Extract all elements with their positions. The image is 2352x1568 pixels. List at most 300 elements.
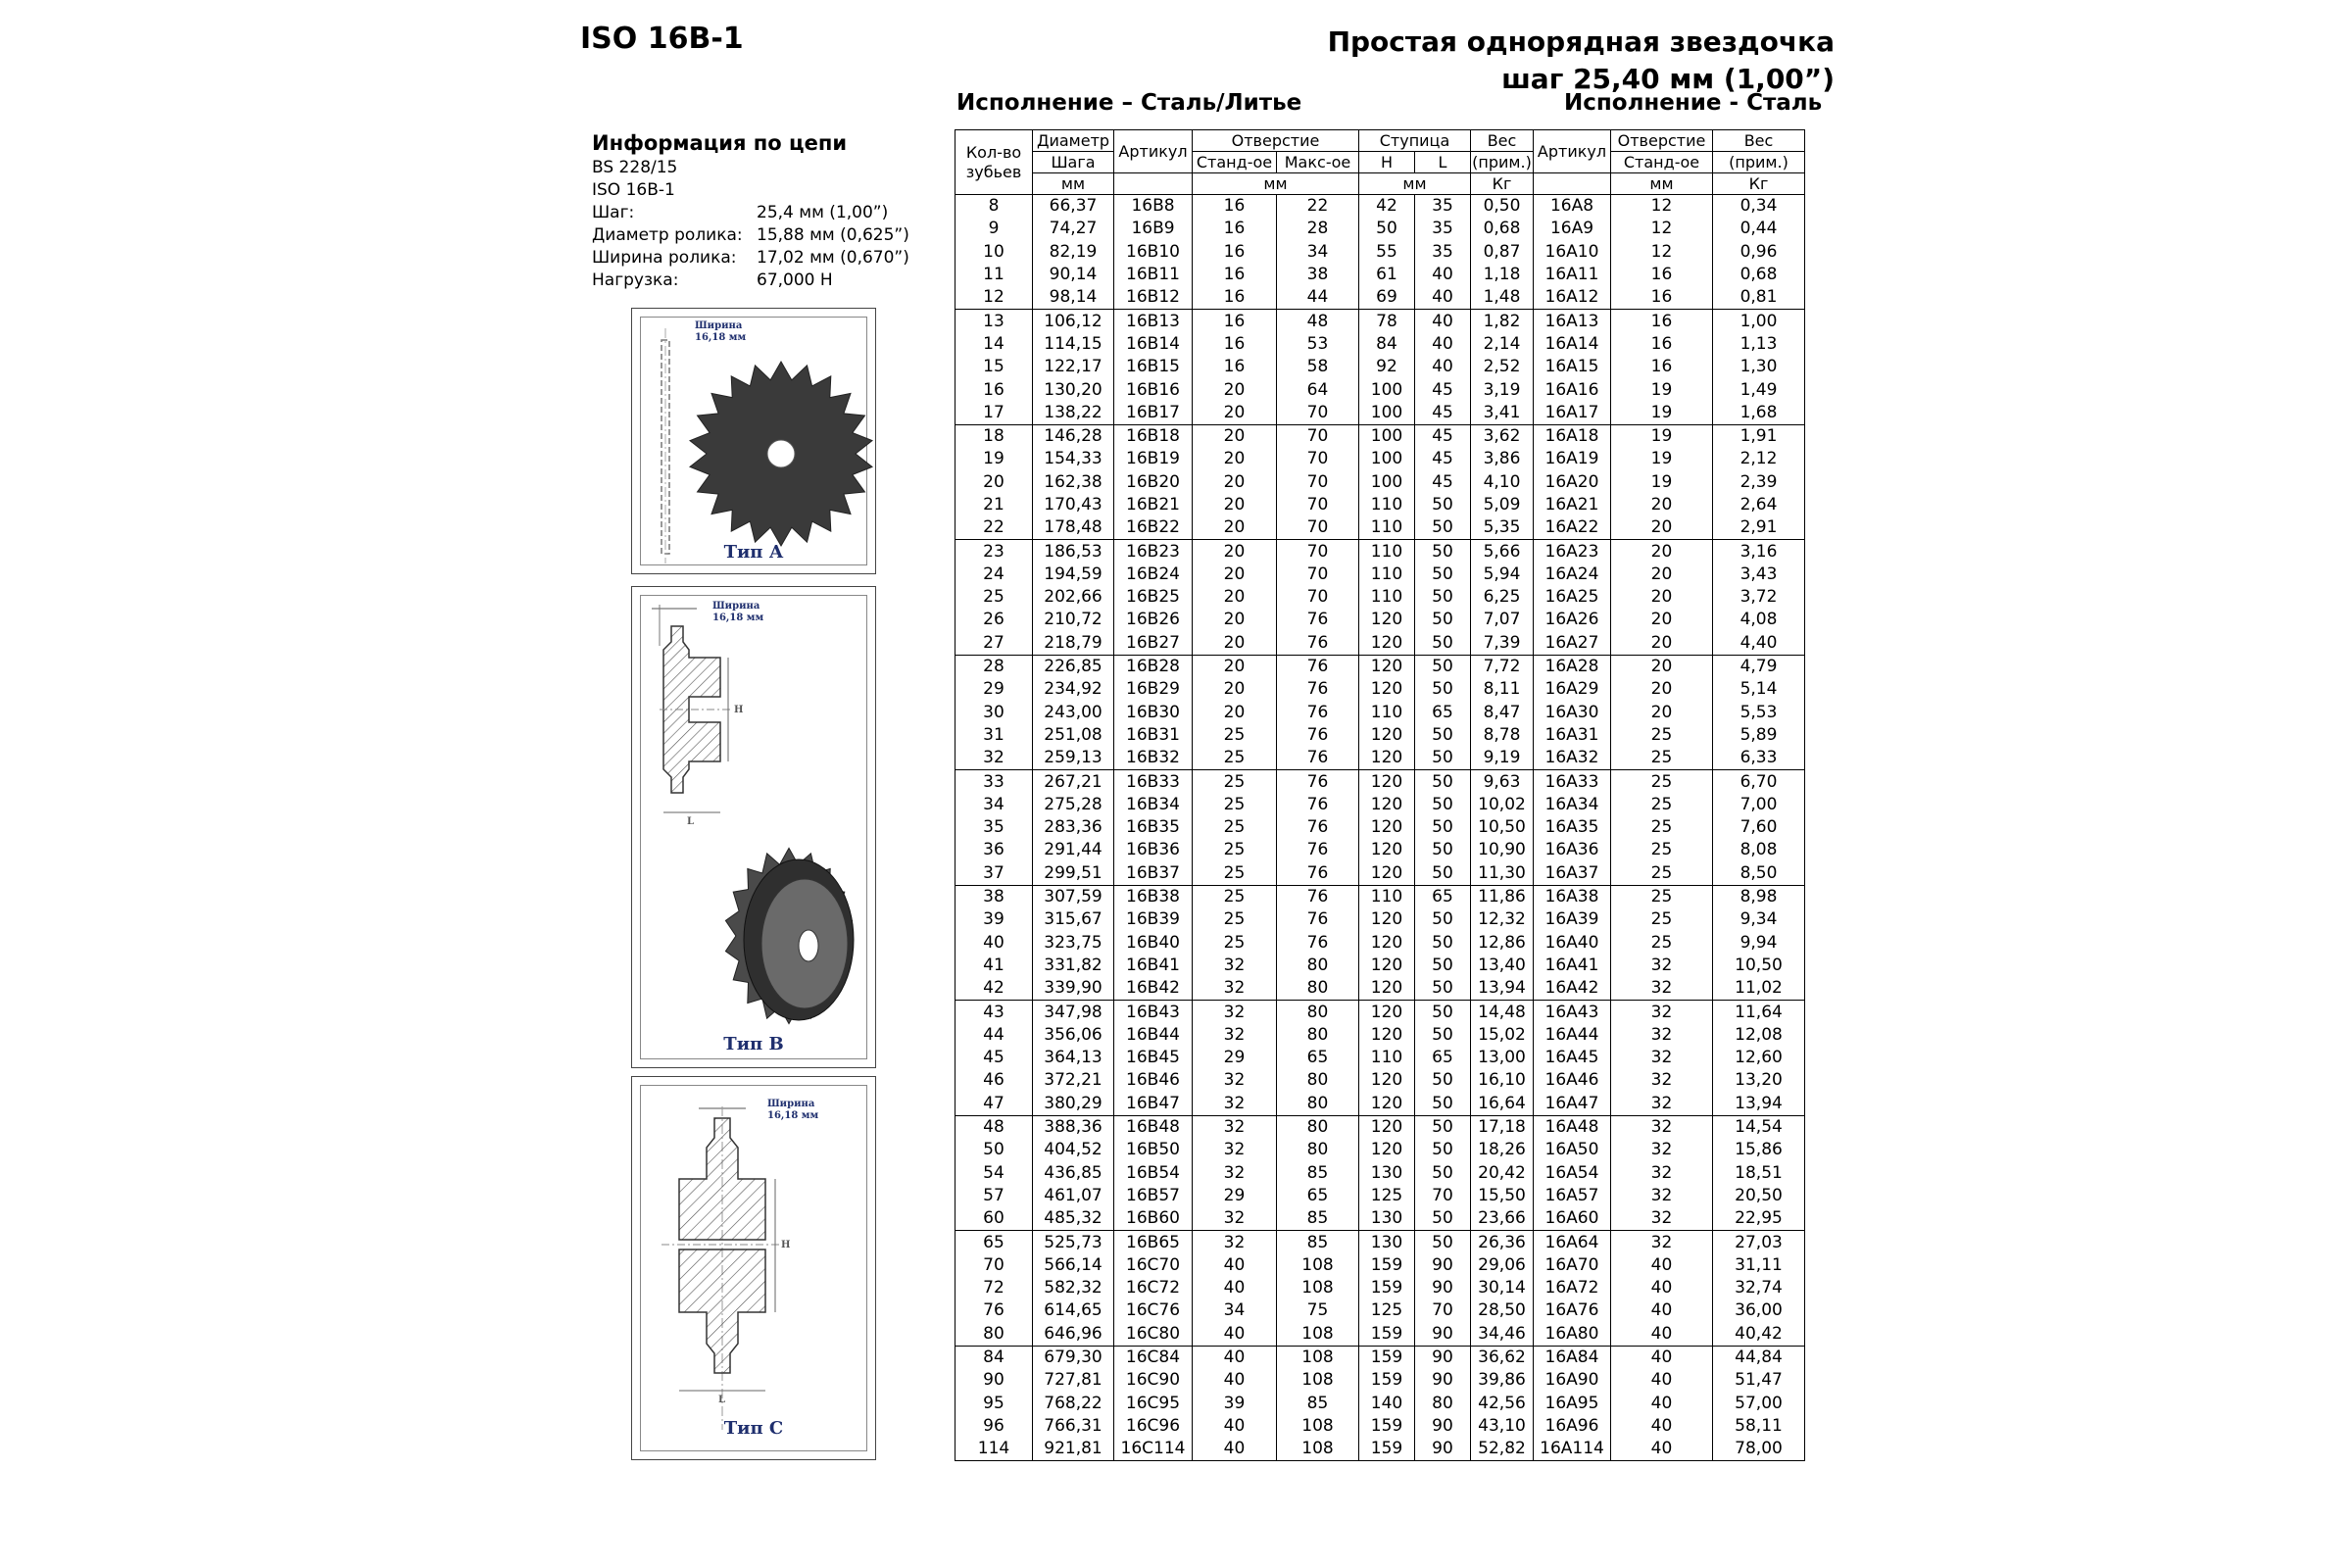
cell-bore-standard: 16 — [1193, 264, 1277, 286]
cell-hub-l: 40 — [1415, 264, 1471, 286]
sprocket-spec-table — [955, 129, 1805, 1461]
cell-bore-standard: 20 — [1193, 655, 1277, 678]
figure-caption-type-a: Тип А — [723, 542, 784, 563]
cell-teeth: 11 — [956, 264, 1033, 286]
cell-bore-max: 38 — [1277, 264, 1359, 286]
cell-weight-steel: 6,70 — [1713, 770, 1805, 794]
cell-weight-steel: 51,47 — [1713, 1369, 1805, 1392]
cell-weight: 5,94 — [1471, 564, 1534, 586]
cell-teeth: 95 — [956, 1392, 1033, 1414]
cell-hub-h: 159 — [1359, 1438, 1415, 1461]
spec-key: Диаметр ролика: — [592, 225, 743, 245]
cell-weight-steel: 32,74 — [1713, 1277, 1805, 1299]
cell-pitch-diameter: 170,43 — [1033, 494, 1114, 516]
cell-pitch-diameter: 114,15 — [1033, 333, 1114, 356]
cell-bore-steel: 16 — [1611, 286, 1713, 310]
cell-teeth: 20 — [956, 471, 1033, 494]
unit-diameter: мм — [1033, 173, 1114, 195]
cell-article-steel: 16A80 — [1534, 1323, 1611, 1347]
cell-weight: 10,02 — [1471, 794, 1534, 816]
cell-article-steel: 16A25 — [1534, 586, 1611, 609]
cell-hub-l: 50 — [1415, 955, 1471, 977]
cell-article-steel: 16A50 — [1534, 1139, 1611, 1161]
cell-article: 16B17 — [1114, 402, 1193, 425]
cell-article-steel: 16A76 — [1534, 1299, 1611, 1322]
cell-teeth: 36 — [956, 839, 1033, 861]
cell-article: 16B33 — [1114, 770, 1193, 794]
cell-bore-steel: 40 — [1611, 1323, 1713, 1347]
cell-hub-h: 110 — [1359, 540, 1415, 564]
cell-bore-max: 70 — [1277, 448, 1359, 470]
cell-hub-l: 70 — [1415, 1185, 1471, 1207]
cell-article-steel: 16A28 — [1534, 655, 1611, 678]
cell-teeth: 12 — [956, 286, 1033, 310]
cell-bore-standard: 25 — [1193, 932, 1277, 955]
cell-article-steel: 16A17 — [1534, 402, 1611, 425]
cell-hub-h: 120 — [1359, 955, 1415, 977]
chain-spec-roller-width — [592, 247, 915, 270]
cell-bore-max: 108 — [1277, 1254, 1359, 1277]
cell-bore-standard: 40 — [1193, 1415, 1277, 1438]
cell-bore-standard: 16 — [1193, 356, 1277, 378]
cell-bore-max: 108 — [1277, 1346, 1359, 1369]
cell-bore-standard: 16 — [1193, 195, 1277, 219]
table-row — [956, 286, 1805, 310]
cell-bore-standard: 20 — [1193, 540, 1277, 564]
cell-weight: 12,86 — [1471, 932, 1534, 955]
cell-weight-steel: 31,11 — [1713, 1254, 1805, 1277]
cell-pitch-diameter: 194,59 — [1033, 564, 1114, 586]
table-row — [956, 1277, 1805, 1299]
cell-bore-steel: 20 — [1611, 586, 1713, 609]
cell-bore-standard: 20 — [1193, 378, 1277, 401]
cell-bore-steel: 20 — [1611, 702, 1713, 724]
cell-bore-max: 64 — [1277, 378, 1359, 401]
cell-bore-standard: 25 — [1193, 908, 1277, 931]
cell-bore-max: 70 — [1277, 516, 1359, 540]
figure-type-a — [631, 308, 876, 574]
cell-hub-l: 90 — [1415, 1346, 1471, 1369]
unit-bore: мм — [1193, 173, 1359, 195]
cell-hub-h: 125 — [1359, 1185, 1415, 1207]
cell-article: 16B39 — [1114, 908, 1193, 931]
cell-pitch-diameter: 210,72 — [1033, 609, 1114, 631]
cell-weight-steel: 5,14 — [1713, 678, 1805, 701]
cell-hub-h: 100 — [1359, 448, 1415, 470]
cell-hub-h: 130 — [1359, 1161, 1415, 1184]
header-bore-standard: Станд-ое — [1193, 152, 1277, 173]
cell-pitch-diameter: 299,51 — [1033, 862, 1114, 886]
header-weight: Вес — [1471, 130, 1534, 152]
table-row — [956, 1161, 1805, 1184]
cell-weight: 9,19 — [1471, 747, 1534, 770]
cell-hub-l: 50 — [1415, 816, 1471, 839]
cell-pitch-diameter: 388,36 — [1033, 1115, 1114, 1139]
cell-weight-steel: 57,00 — [1713, 1392, 1805, 1414]
cell-weight-steel: 7,00 — [1713, 794, 1805, 816]
cell-article: 16B65 — [1114, 1231, 1193, 1254]
cell-hub-h: 50 — [1359, 218, 1415, 240]
cell-hub-l: 50 — [1415, 655, 1471, 678]
cell-hub-h: 92 — [1359, 356, 1415, 378]
cell-hub-h: 84 — [1359, 333, 1415, 356]
cell-bore-standard: 25 — [1193, 770, 1277, 794]
sprocket-type-b-drawing — [632, 587, 875, 1067]
cell-article: 16B15 — [1114, 356, 1193, 378]
cell-bore-steel: 25 — [1611, 908, 1713, 931]
cell-bore-standard: 20 — [1193, 609, 1277, 631]
table-row — [956, 955, 1805, 977]
cell-weight: 23,66 — [1471, 1207, 1534, 1231]
unit-weight: Кг — [1471, 173, 1534, 195]
cell-bore-standard: 25 — [1193, 885, 1277, 908]
cell-bore-standard: 20 — [1193, 702, 1277, 724]
cell-bore-steel: 20 — [1611, 494, 1713, 516]
cell-bore-max: 108 — [1277, 1415, 1359, 1438]
cell-article-steel: 16A64 — [1534, 1231, 1611, 1254]
cell-hub-l: 45 — [1415, 402, 1471, 425]
cell-bore-steel: 16 — [1611, 264, 1713, 286]
cell-hub-h: 110 — [1359, 586, 1415, 609]
cell-bore-steel: 19 — [1611, 424, 1713, 448]
cell-article: 16C70 — [1114, 1254, 1193, 1277]
cell-weight: 0,68 — [1471, 218, 1534, 240]
cell-article: 16B46 — [1114, 1069, 1193, 1092]
cell-article: 16B26 — [1114, 609, 1193, 631]
title-line-1: Простая однорядная звездочка — [1327, 25, 1835, 58]
cell-hub-h: 159 — [1359, 1415, 1415, 1438]
cell-bore-max: 80 — [1277, 1139, 1359, 1161]
cell-weight-steel: 1,00 — [1713, 310, 1805, 333]
unit-weight-steel: Кг — [1713, 173, 1805, 195]
cell-bore-steel: 12 — [1611, 241, 1713, 264]
cell-pitch-diameter: 566,14 — [1033, 1254, 1114, 1277]
cell-hub-l: 50 — [1415, 1115, 1471, 1139]
chain-spec-pitch — [592, 202, 915, 224]
cell-weight-steel: 36,00 — [1713, 1299, 1805, 1322]
cell-bore-standard: 20 — [1193, 448, 1277, 470]
cell-hub-h: 130 — [1359, 1231, 1415, 1254]
cell-hub-h: 110 — [1359, 516, 1415, 540]
cell-bore-standard: 25 — [1193, 747, 1277, 770]
table-row — [956, 885, 1805, 908]
cell-weight: 8,11 — [1471, 678, 1534, 701]
sprocket-type-c-drawing — [632, 1077, 875, 1459]
table-row — [956, 770, 1805, 794]
cell-weight: 14,48 — [1471, 1001, 1534, 1024]
table-row — [956, 908, 1805, 931]
cell-teeth: 84 — [956, 1346, 1033, 1369]
cell-hub-h: 100 — [1359, 424, 1415, 448]
chain-info — [592, 129, 915, 292]
cell-article: 16B42 — [1114, 977, 1193, 1001]
cell-teeth: 8 — [956, 195, 1033, 219]
cell-article-steel: 16A35 — [1534, 816, 1611, 839]
table-row — [956, 1047, 1805, 1069]
table-row — [956, 1207, 1805, 1231]
cell-hub-h: 55 — [1359, 241, 1415, 264]
cell-weight: 15,02 — [1471, 1024, 1534, 1047]
table-row — [956, 1369, 1805, 1392]
execution-steel-label: Исполнение - Сталь — [1564, 90, 1823, 116]
cell-article: 16B40 — [1114, 932, 1193, 955]
cell-bore-max: 80 — [1277, 1115, 1359, 1139]
cell-article: 16C90 — [1114, 1369, 1193, 1392]
cell-teeth: 32 — [956, 747, 1033, 770]
cell-bore-max: 34 — [1277, 241, 1359, 264]
cell-hub-h: 159 — [1359, 1277, 1415, 1299]
cell-hub-l: 50 — [1415, 494, 1471, 516]
cell-pitch-diameter: 218,79 — [1033, 632, 1114, 656]
cell-pitch-diameter: 162,38 — [1033, 471, 1114, 494]
cell-bore-steel: 25 — [1611, 932, 1713, 955]
cell-hub-h: 120 — [1359, 1024, 1415, 1047]
cell-bore-max: 76 — [1277, 770, 1359, 794]
cell-pitch-diameter: 291,44 — [1033, 839, 1114, 861]
cell-hub-h: 120 — [1359, 655, 1415, 678]
cell-article-steel: 16A48 — [1534, 1115, 1611, 1139]
cell-weight: 18,26 — [1471, 1139, 1534, 1161]
cell-bore-steel: 25 — [1611, 747, 1713, 770]
cell-weight: 2,52 — [1471, 356, 1534, 378]
cell-hub-h: 120 — [1359, 770, 1415, 794]
cell-article: 16B25 — [1114, 586, 1193, 609]
table-row — [956, 1323, 1805, 1347]
cell-article-steel: 16A10 — [1534, 241, 1611, 264]
cell-article: 16B57 — [1114, 1185, 1193, 1207]
cell-teeth: 16 — [956, 378, 1033, 401]
cell-bore-steel: 12 — [1611, 218, 1713, 240]
table-row — [956, 218, 1805, 240]
table-row — [956, 932, 1805, 955]
cell-bore-standard: 29 — [1193, 1047, 1277, 1069]
cell-weight: 16,10 — [1471, 1069, 1534, 1092]
cell-bore-steel: 32 — [1611, 977, 1713, 1001]
cell-weight-steel: 12,60 — [1713, 1047, 1805, 1069]
cell-teeth: 114 — [956, 1438, 1033, 1461]
cell-pitch-diameter: 243,00 — [1033, 702, 1114, 724]
table-row — [956, 1093, 1805, 1116]
cell-teeth: 46 — [956, 1069, 1033, 1092]
cell-bore-max: 70 — [1277, 564, 1359, 586]
spec-value: 25,4 мм (1,00”) — [757, 203, 889, 222]
cell-article: 16B20 — [1114, 471, 1193, 494]
cell-teeth: 90 — [956, 1369, 1033, 1392]
cell-article-steel: 16A20 — [1534, 471, 1611, 494]
cell-teeth: 76 — [956, 1299, 1033, 1322]
cell-weight-steel: 40,42 — [1713, 1323, 1805, 1347]
cell-article-steel: 16A33 — [1534, 770, 1611, 794]
cell-pitch-diameter: 202,66 — [1033, 586, 1114, 609]
cell-bore-steel: 40 — [1611, 1299, 1713, 1322]
cell-hub-l: 50 — [1415, 564, 1471, 586]
cell-pitch-diameter: 380,29 — [1033, 1093, 1114, 1116]
table-row — [956, 448, 1805, 470]
cell-weight: 13,00 — [1471, 1047, 1534, 1069]
cell-teeth: 57 — [956, 1185, 1033, 1207]
cell-pitch-diameter: 356,06 — [1033, 1024, 1114, 1047]
cell-article-steel: 16A16 — [1534, 378, 1611, 401]
table-row — [956, 747, 1805, 770]
cell-bore-steel: 32 — [1611, 1185, 1713, 1207]
cell-bore-max: 85 — [1277, 1207, 1359, 1231]
table-row — [956, 1231, 1805, 1254]
table-row — [956, 564, 1805, 586]
cell-hub-l: 50 — [1415, 1139, 1471, 1161]
cell-hub-l: 50 — [1415, 747, 1471, 770]
cell-teeth: 39 — [956, 908, 1033, 931]
cell-pitch-diameter: 178,48 — [1033, 516, 1114, 540]
cell-article-steel: 16A8 — [1534, 195, 1611, 219]
cell-article-steel: 16A18 — [1534, 424, 1611, 448]
cell-article-steel: 16A84 — [1534, 1346, 1611, 1369]
cell-teeth: 37 — [956, 862, 1033, 886]
cell-bore-steel: 25 — [1611, 816, 1713, 839]
cell-article: 16C114 — [1114, 1438, 1193, 1461]
cell-weight: 15,50 — [1471, 1185, 1534, 1207]
cell-hub-h: 120 — [1359, 977, 1415, 1001]
cell-bore-steel: 25 — [1611, 794, 1713, 816]
cell-bore-max: 76 — [1277, 702, 1359, 724]
cell-weight-steel: 8,50 — [1713, 862, 1805, 886]
cell-weight: 0,50 — [1471, 195, 1534, 219]
cell-weight-steel: 8,98 — [1713, 885, 1805, 908]
table-row — [956, 1299, 1805, 1322]
cell-pitch-diameter: 372,21 — [1033, 1069, 1114, 1092]
cell-bore-standard: 40 — [1193, 1323, 1277, 1347]
cell-article-steel: 16A70 — [1534, 1254, 1611, 1277]
cell-teeth: 70 — [956, 1254, 1033, 1277]
cell-hub-l: 50 — [1415, 1024, 1471, 1047]
cell-hub-h: 120 — [1359, 1139, 1415, 1161]
cell-hub-l: 50 — [1415, 1093, 1471, 1116]
cell-bore-max: 80 — [1277, 1093, 1359, 1116]
cell-weight: 13,94 — [1471, 977, 1534, 1001]
width-label: Ширина 16,18 мм — [767, 1099, 819, 1121]
cell-pitch-diameter: 766,31 — [1033, 1415, 1114, 1438]
cell-weight-steel: 5,53 — [1713, 702, 1805, 724]
table-row — [956, 702, 1805, 724]
cell-weight-steel: 1,91 — [1713, 424, 1805, 448]
cell-article: 16C95 — [1114, 1392, 1193, 1414]
cell-bore-standard: 32 — [1193, 1024, 1277, 1047]
cell-bore-standard: 32 — [1193, 1093, 1277, 1116]
cell-weight: 0,87 — [1471, 241, 1534, 264]
header-hub: Ступица — [1359, 130, 1471, 152]
cell-hub-h: 120 — [1359, 908, 1415, 931]
document-title — [1328, 24, 1835, 98]
cell-article: 16B44 — [1114, 1024, 1193, 1047]
cell-weight-steel: 9,34 — [1713, 908, 1805, 931]
cell-bore-max: 76 — [1277, 678, 1359, 701]
cell-bore-max: 85 — [1277, 1392, 1359, 1414]
header-article: Артикул — [1114, 130, 1193, 173]
cell-bore-steel: 20 — [1611, 655, 1713, 678]
cell-article-steel: 16A23 — [1534, 540, 1611, 564]
unit-empty-steel — [1534, 173, 1611, 195]
cell-bore-max: 22 — [1277, 195, 1359, 219]
cell-teeth: 27 — [956, 632, 1033, 656]
cell-bore-standard: 32 — [1193, 1231, 1277, 1254]
cell-bore-steel: 25 — [1611, 839, 1713, 861]
cell-article: 16B31 — [1114, 724, 1193, 747]
cell-weight: 29,06 — [1471, 1254, 1534, 1277]
cell-teeth: 80 — [956, 1323, 1033, 1347]
cell-pitch-diameter: 461,07 — [1033, 1185, 1114, 1207]
cell-teeth: 17 — [956, 402, 1033, 425]
cell-article-steel: 16A47 — [1534, 1093, 1611, 1116]
cell-weight-steel: 4,79 — [1713, 655, 1805, 678]
cell-teeth: 21 — [956, 494, 1033, 516]
figure-caption-type-c: Тип С — [723, 1418, 784, 1439]
cell-article-steel: 16A29 — [1534, 678, 1611, 701]
document-code: ISO 16B-1 — [580, 22, 744, 56]
cell-bore-standard: 40 — [1193, 1438, 1277, 1461]
cell-hub-h: 120 — [1359, 678, 1415, 701]
cell-hub-l: 80 — [1415, 1392, 1471, 1414]
cell-bore-steel: 32 — [1611, 1093, 1713, 1116]
cell-teeth: 34 — [956, 794, 1033, 816]
cell-bore-standard: 20 — [1193, 402, 1277, 425]
cell-hub-h: 159 — [1359, 1346, 1415, 1369]
cell-article: 16B9 — [1114, 218, 1193, 240]
cell-pitch-diameter: 122,17 — [1033, 356, 1114, 378]
cell-bore-steel: 40 — [1611, 1392, 1713, 1414]
cell-bore-max: 76 — [1277, 932, 1359, 955]
cell-weight-steel: 22,95 — [1713, 1207, 1805, 1231]
table-row — [956, 264, 1805, 286]
cell-hub-l: 50 — [1415, 1231, 1471, 1254]
cell-weight-steel: 0,44 — [1713, 218, 1805, 240]
cell-pitch-diameter: 582,32 — [1033, 1277, 1114, 1299]
cell-bore-max: 76 — [1277, 885, 1359, 908]
cell-weight-steel: 3,43 — [1713, 564, 1805, 586]
cell-article-steel: 16A41 — [1534, 955, 1611, 977]
cell-weight: 8,47 — [1471, 702, 1534, 724]
cell-weight: 5,35 — [1471, 516, 1534, 540]
table-row — [956, 632, 1805, 656]
cell-teeth: 44 — [956, 1024, 1033, 1047]
cell-bore-steel: 16 — [1611, 333, 1713, 356]
hub-l-label: L — [687, 816, 695, 827]
cell-article: 16C84 — [1114, 1346, 1193, 1369]
cell-weight-steel: 14,54 — [1713, 1115, 1805, 1139]
cell-weight: 10,50 — [1471, 816, 1534, 839]
cell-article: 16B12 — [1114, 286, 1193, 310]
chain-info-title: Информация по цепи — [592, 131, 848, 155]
cell-bore-steel: 32 — [1611, 1115, 1713, 1139]
cell-pitch-diameter: 98,14 — [1033, 286, 1114, 310]
cell-article: 16B10 — [1114, 241, 1193, 264]
cell-bore-max: 76 — [1277, 908, 1359, 931]
cell-teeth: 72 — [956, 1277, 1033, 1299]
cell-article-steel: 16A11 — [1534, 264, 1611, 286]
cell-bore-standard: 32 — [1193, 977, 1277, 1001]
cell-bore-standard: 32 — [1193, 955, 1277, 977]
title-line-2: шаг 25,40 мм (1,00”) — [1501, 63, 1835, 95]
cell-weight-steel: 1,30 — [1713, 356, 1805, 378]
cell-hub-l: 45 — [1415, 424, 1471, 448]
table-row — [956, 540, 1805, 564]
cell-article: 16B8 — [1114, 195, 1193, 219]
cell-hub-h: 120 — [1359, 794, 1415, 816]
cell-article-steel: 16A43 — [1534, 1001, 1611, 1024]
cell-weight-steel: 11,02 — [1713, 977, 1805, 1001]
chain-standard-iso: ISO 16B-1 — [592, 180, 675, 200]
cell-pitch-diameter: 154,33 — [1033, 448, 1114, 470]
cell-article-steel: 16A40 — [1534, 932, 1611, 955]
cell-weight-steel: 6,33 — [1713, 747, 1805, 770]
